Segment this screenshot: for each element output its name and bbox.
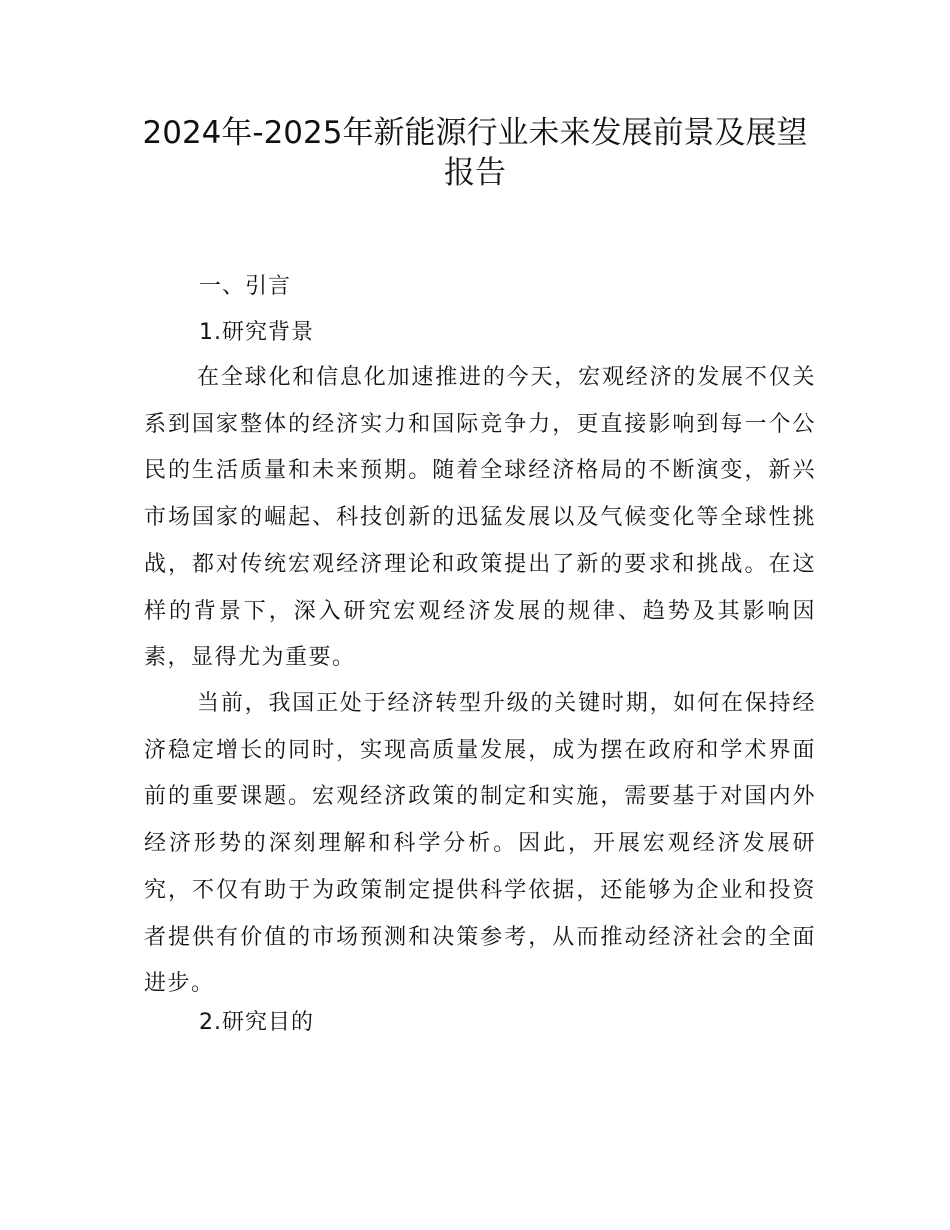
title-line-2: 报告 bbox=[444, 155, 506, 191]
section-heading-introduction: 一、引言 bbox=[199, 274, 292, 299]
paragraph-background-2: 当前，我国正处于经济转型升级的关键时期，如何在保持经济稳定增长的同时，实现高质量发展，成为摆在政府和学术界面前的重要课题。宏观经济政策的制定和实施，需要基于对国内外经济形势的深刻理解和科学分析。因此，开展宏观经济发展研究，不仅有助于为政策制定提供科学依据，还能够为企业和投资者提供有价值的市场预测和决策参考，从而推动经济社会的全面进步。 bbox=[144, 691, 816, 997]
subsection-heading-background: 1.研究背景 bbox=[199, 320, 314, 345]
document-title bbox=[0, 113, 950, 193]
title-line-1: 2024年-2025年新能源行业未来发展前景及展望 bbox=[142, 115, 808, 151]
paragraph-background-1: 在全球化和信息化加速推进的今天，宏观经济的发展不仅关系到国家整体的经济实力和国际竞争力，更直接影响到每一个公民的生活质量和未来预期。随着全球经济格局的不断演变，新兴市场国家的崛起、科技创新的迅猛发展以及气候变化等全球性挑战，都对传统宏观经济理论和政策提出了新的要求和挑战。在这样的背景下，深入研究宏观经济发展的规律、趋势及其影响因素，显得尤为重要。 bbox=[144, 365, 816, 671]
subsection-heading-purpose: 2.研究目的 bbox=[199, 1010, 314, 1035]
